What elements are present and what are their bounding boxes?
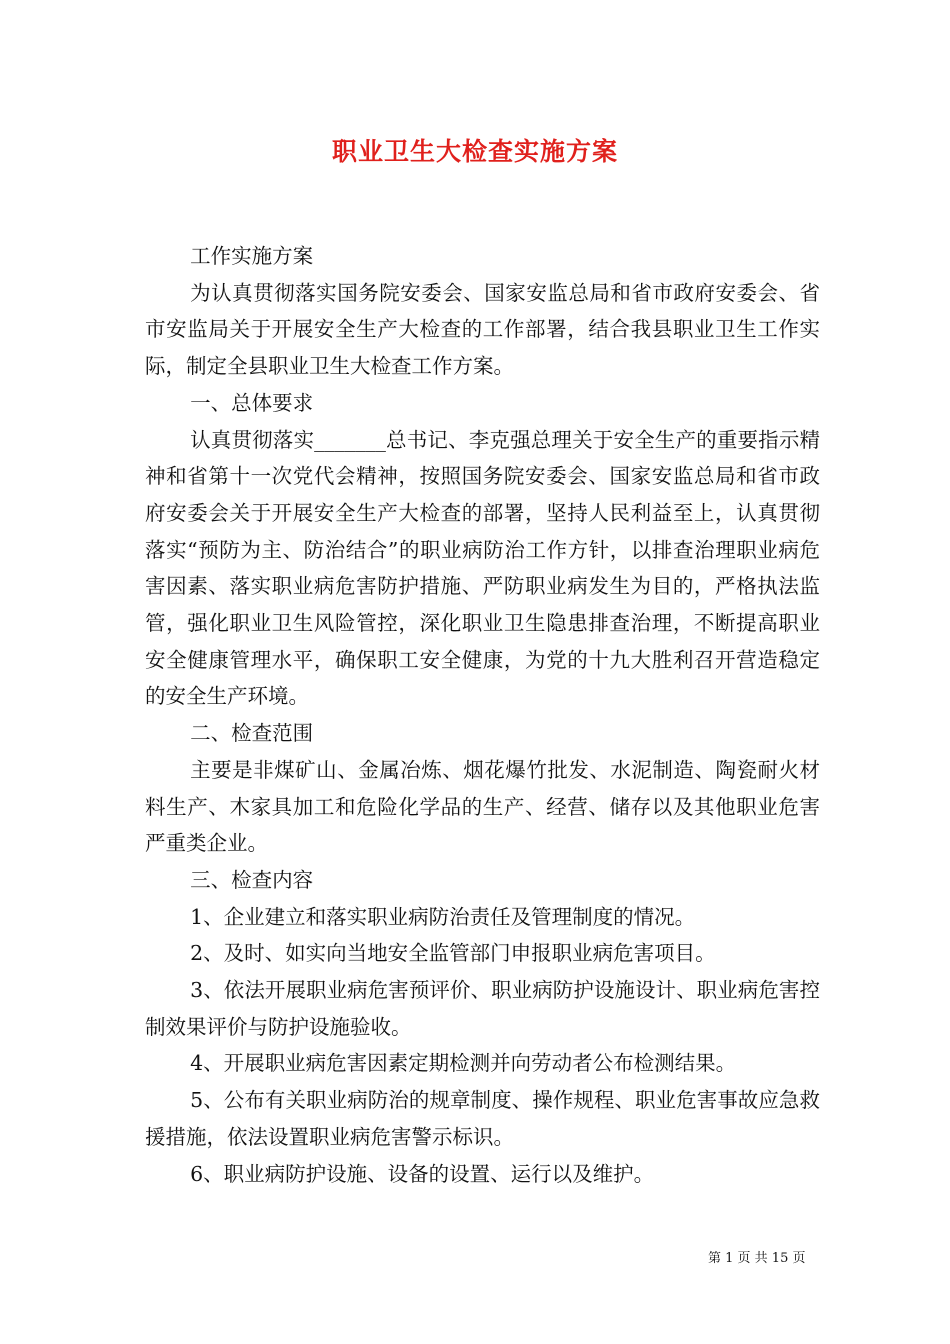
document-title: 职业卫生大检查实施方案: [331, 137, 618, 166]
subtitle-paragraph: 工作实施方案: [190, 244, 314, 268]
section-heading-inspection-scope: 二、检查范围: [190, 721, 314, 746]
content-item-6: 6、职业病防护设施、设备的设置、运行以及维护。: [190, 1161, 655, 1186]
document-body: [145, 238, 820, 1192]
content-item-2: 2、及时、如实向当地安全监管部门申报职业病危害项目。: [190, 941, 716, 966]
inspection-scope-paragraph: 主要是非煤矿山、金属冶炼、烟花爆竹批发、水泥制造、陶瓷耐火材料生产、木家具加工和危险化学品的生产、经营、储存以及其他职业危害严重类企业。: [145, 757, 820, 856]
content-item-5: 5、公布有关职业病防治的规章制度、操作规程、职业危害事故应急救援措施，依法设置职业病危害警示标识。: [145, 1088, 820, 1149]
intro-paragraph: 为认真贯彻落实国务院安委会、国家安监总局和省市政府安委会、省市安监局关于开展安全生产大检查的工作部署，结合我县职业卫生工作实际，制定全县职业卫生大检查工作方案。: [145, 280, 820, 379]
page-number-footer: 第 1 页 共 15 页: [708, 1251, 806, 1266]
section-heading-general-requirements: 一、总体要求: [190, 390, 314, 415]
content-item-3: 3、依法开展职业病危害预评价、职业病防护设施设计、职业病危害控制效果评价与防护设施验收。: [145, 978, 820, 1039]
section-heading-inspection-content: 三、检查内容: [190, 867, 314, 892]
content-item-4: 4、开展职业病危害因素定期检测并向劳动者公布检测结果。: [190, 1051, 737, 1076]
content-item-1: 1、企业建立和落实职业病防治责任及管理制度的情况。: [190, 904, 696, 929]
general-requirements-paragraph: 认真贯彻落实_______总书记、李克强总理关于安全生产的重要指示精神和省第十一次党代会精神，按照国务院安委会、国家安监总局和省市政府安委会关于开展安全生产大检查的部署，坚持人民利益至上，认真贯彻落实“预防为主、防治结合”的职业病防治工作方针，以排查治理职业病危害因素、落实职业病危害防护措施、严防职业病发生为目的，严格执法监管，强化职业卫生风险管控，深化职业卫生隐患排查治理，不断提高职业安全健康管理水平，确保职工安全健康，为党的十九大胜利召开营造稳定的安全生产环境。: [145, 427, 820, 709]
